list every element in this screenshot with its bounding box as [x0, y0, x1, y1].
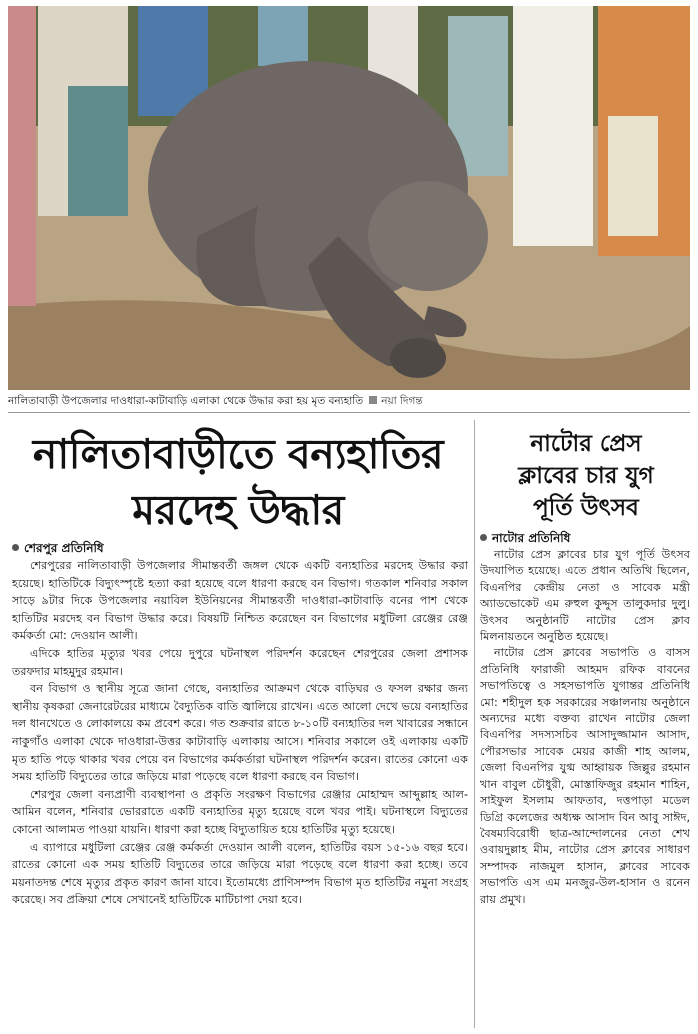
main-byline	[12, 540, 104, 556]
side-byline	[480, 530, 570, 546]
side-headline	[480, 428, 692, 524]
bullet-icon	[12, 544, 19, 551]
main-paragraph: শেরপুরের নালিতাবাড়ী উপজেলার সীমান্তবর্তী জঙ্গল থেকে একটি বন্যহাতির মরদেহ উদ্ধার করা হয়েছে। হাতিটিকে বিদ্যুৎস্পৃষ্টে হত্যা করা হয়েছে বলে ধারণা করছে বন বিভাগ। গতকাল শনিবার সকাল সাড়ে ৯টার দিকে উপজেলার নয়াবিল ইউনিয়নের সীমান্তবর্তী দাওধারা-কাটাবাড়ি বনের পাশ থেকে হাতিটির মরদেহ বন বিভাগ উদ্ধার করে। বিষয়টি নিশ্চিত করেছেন বন বিভাগের মধুটিলা রেঞ্জের রেঞ্জ কর্মকর্তা মো: দেওয়ান আলী।	[12, 559, 468, 643]
caption-source: নয়া দিগন্ত	[381, 395, 423, 407]
news-photo	[8, 6, 690, 390]
main-article-body	[12, 557, 468, 909]
main-paragraph: এ ব্যাপারে মধুটিলা রেঞ্জের রেঞ্জ কর্মকর্তা দেওয়ান আলী বলেন, হাতিটির বয়স ১৫-১৬ বছর হবে। রাতের কোনো এক সময় হাতিটি বিদ্যুতের তারে জড়িয়ে মারা পড়েছে বলে ধারণা করা হচ্ছে। তবে ময়নাতদন্ত শেষে মৃত্যুর প্রকৃত কারণ জানা যাবে। ইতোমধ্যে প্রাণিসম্পদ বিভাগ মৃত হাতিটির নমুনা সংগ্রহ করেছে। সব প্রক্রিয়া শেষে সেখানেই হাতিটিকে মাটিচাপা দেয়া হবে।	[12, 840, 468, 907]
caption-separator-square	[369, 396, 377, 404]
main-byline-text: শেরপুর প্রতিনিধি	[24, 541, 104, 555]
side-paragraph: নাটোর প্রেস ক্লাবের সভাপতি ও বাসস প্রতিনিধি ফারাজী আহমদ রফিক বাবনের সভাপতিত্বে ও সহসভাপতি যুগান্তর প্রতিনিধি মো: শহীদুল হক সরকারের সঞ্চালনায় অনুষ্ঠানে অন্যদের মধ্যে বক্তব্য রাখেন নাটোর জেলা বিএনপির সদস্যসচিব আসাদুজ্জামান আসাদ, পৌরসভার সাবেক মেয়র কাজী শাহ আলম, জেলা বিএনপির যুগ্ম আহ্বায়ক জিল্লুর রহমান খান বাবুল চৌধুরী, মোস্তাফিজুর রহমান শাহিন, সাইফুল ইসলাম আফতাব, দত্তপাড়া মডেল ডিগ্রি কলেজের অধ্যক্ষ আসাদ বিন আবু সাঈদ, বৈষম্যবিরোধী ছাত্র-আন্দোলনের নেতা শেখ ওবায়দুল্লাহ মীম, নাটোর প্রেস ক্লাবের সাধারণ সম্পাদক নাজমুল হাসান, ক্লাবের সাবেক সভাপতি এস এম মনজুর-উল-হাসান ও রনেন রায় প্রমুখ।	[480, 646, 690, 906]
side-article-body	[480, 547, 690, 908]
side-byline-text: নাটোর প্রতিনিধি	[492, 531, 571, 545]
horizontal-divider	[8, 412, 690, 413]
bullet-icon	[480, 534, 487, 541]
column-divider	[474, 420, 475, 1028]
main-headline	[10, 426, 466, 538]
side-paragraph: নাটোর প্রেস ক্লাবের চার যুগ পূর্তি উৎসব উদযাপিত হয়েছে। এতে প্রধান অতিথি ছিলেন, বিএনপির কেন্দ্রীয় নেতা ও সাবেক মন্ত্রী অ্যাডভোকেট এম রুহুল কুদ্দুস তালুকদার দুলু। উৎসব অনুষ্ঠানটি নাটোর প্রেস ক্লাব মিলনায়তনে অনুষ্ঠিত হয়েছে।	[480, 548, 690, 644]
side-headline-line2: ক্লাবের চার যুগ	[518, 462, 654, 489]
elephant-photo-illustration	[8, 6, 690, 390]
main-headline-line1: নালিতাবাড়ীতে বন্যহাতির	[32, 430, 444, 478]
side-headline-line3: পূর্তি উৎসব	[533, 494, 639, 521]
main-headline-line2: মরদেহ উদ্ধার	[132, 486, 344, 534]
main-paragraph: বন বিভাগ ও স্থানীয় সূত্রে জানা গেছে, বন্যহাতির আক্রমণ থেকে বাড়িঘর ও ফসল রক্ষার জন্য স্থানীয় কৃষকরা জেনারেটরের মাধ্যমে বৈদ্যুতিক বাতি জ্বালিয়ে রাখেন। এতে আলো দেখে ভয়ে বন্যহাতির দল ধানখেতে ও লোকালয়ে কম প্রবেশ করে। গত শুক্রবার রাতে ৮-১০টি বন্যহাতির দল খাবারের সন্ধানে নাকুগাঁও এলাকা থেকে দাওধারা-উত্তর কাটাবাড়ি এলাকায় আসে। শনিবার সকালে ওই এলাকায় একটি মৃত হাতি পড়ে থাকার খবর পেয়ে বন বিভাগের কর্মকর্তারা ঘটনাস্থল পরিদর্শন করেন। রাতের কোনো এক সময় হাতিটি বিদ্যুতের তারে জড়িয়ে মারা পড়েছে বলে ধারণা করছে বন বিভাগ।	[12, 682, 468, 784]
photo-caption	[8, 392, 690, 410]
side-headline-line1: নাটোর প্রেস	[530, 430, 642, 457]
main-paragraph: শেরপুর জেলা বন্যপ্রাণী ব্যবস্থাপনা ও প্রকৃতি সংরক্ষণ বিভাগের রেঞ্জার মোহাম্মদ আব্দুল্লাহ আল-আমিন বলেন, শনিবার ভোররাতে একটি বন্যহাতির মৃত্যু হয়েছে বলে খবর পাই। ঘটনাস্থলে বিদ্যুতের কোনো আলামত পাওয়া যায়নি। ধারণা করা হচ্ছে বিদ্যুতায়িত হয়ে হাতিটির মৃত্যু হয়েছে।	[12, 787, 468, 836]
caption-text: নালিতাবাড়ী উপজেলার দাওধারা-কাটাবাড়ি এলাকা থেকে উদ্ধার করা হয় মৃত বন্যহাতি	[8, 395, 364, 407]
main-paragraph: এদিকে হাতির মৃত্যুর খবর পেয়ে দুপুরে ঘটনাস্থল পরিদর্শন করেছেন শেরপুরের জেলা প্রশাসক তরফদার মাহমুদুর রহমান।	[12, 646, 468, 678]
